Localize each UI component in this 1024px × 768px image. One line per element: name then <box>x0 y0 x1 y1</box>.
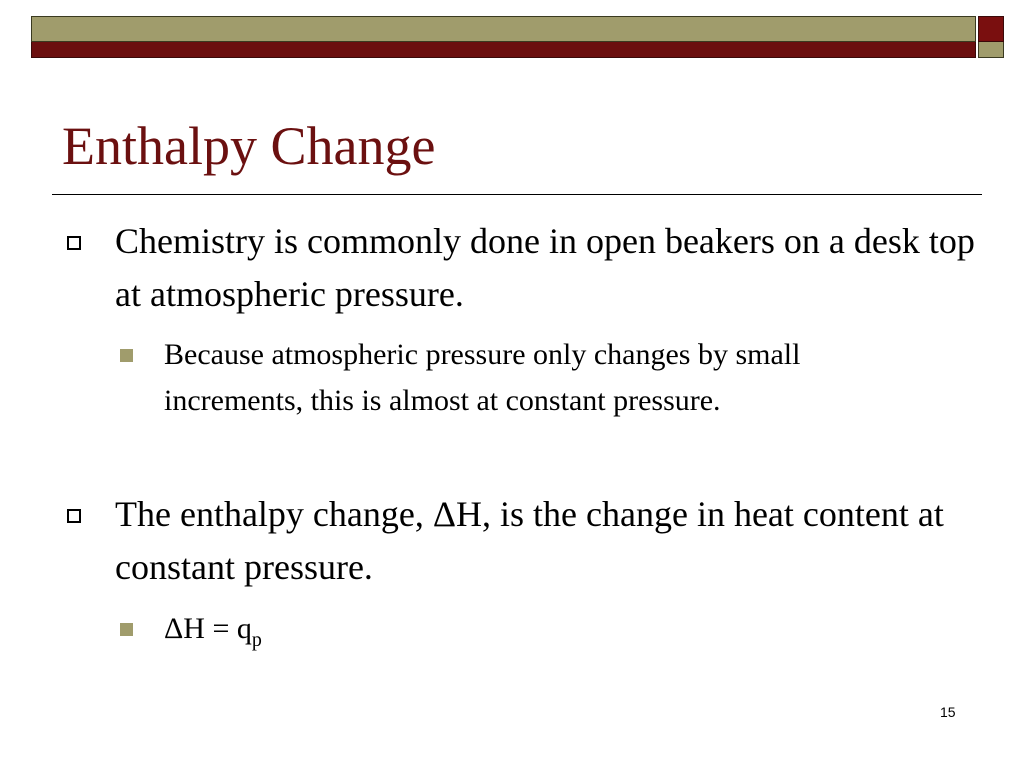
header-bar-olive <box>31 16 976 42</box>
header-corner-maroon <box>978 16 1004 42</box>
filled-square-bullet-icon <box>120 623 133 636</box>
slide-title: Enthalpy Change <box>62 116 436 176</box>
bullet-level2: Because atmospheric pressure only changes by small increments, this is almost at constant pressure. <box>164 338 801 417</box>
hollow-square-bullet-icon <box>67 236 81 250</box>
header-bar-maroon <box>31 42 976 58</box>
bullet-level2-formula <box>164 606 944 652</box>
page-number: 15 <box>940 704 956 720</box>
hollow-square-bullet-icon <box>67 509 81 523</box>
formula-text: ΔH = q <box>164 612 252 645</box>
header-corner-olive <box>978 42 1004 58</box>
filled-square-bullet-icon <box>120 349 133 362</box>
bullet-level1: Chemistry is commonly done in open beakers on a desk top at atmospheric pressure. <box>115 221 975 314</box>
title-divider <box>52 194 982 195</box>
bullet-level1: The enthalpy change, ΔH, is the change in heat content at constant pressure. <box>115 494 944 587</box>
formula-subscript: p <box>251 629 262 651</box>
